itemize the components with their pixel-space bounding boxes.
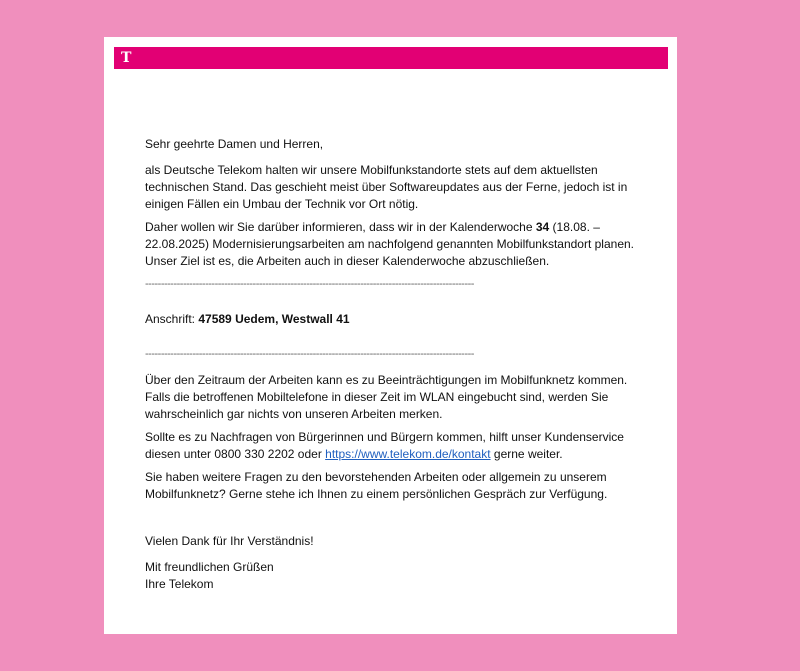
address-line bbox=[145, 311, 650, 328]
contact-text-after: gerne weiter. bbox=[490, 447, 563, 461]
letter-page bbox=[104, 37, 677, 634]
paragraph-schedule bbox=[145, 219, 650, 270]
letter-body bbox=[145, 136, 650, 593]
address-label: Anschrift: bbox=[145, 312, 199, 326]
paragraph-contact bbox=[145, 429, 650, 463]
schedule-text-after: (18.08. – 22.08.2025) Modernisierungsarbeiten am nachfolgend genannten Mobilfunkstandort planen. Unser Ziel ist es, die Arbeiten auch in dieser Kalenderwoche abzuschließen. bbox=[145, 220, 635, 268]
salutation: Sehr geehrte Damen und Herren, bbox=[145, 137, 324, 151]
signature-line: Ihre Telekom bbox=[145, 577, 214, 591]
calendar-week: 34 bbox=[535, 220, 550, 234]
paragraph-intro: als Deutsche Telekom halten wir unsere Mobilfunkstandorte stets auf dem aktuellsten technischen Stand. Das geschieht meist über Softwareupdates aus der Ferne, jedoch ist in einigen Fällen ein Umbau der Technik vor Ort nötig. bbox=[145, 163, 628, 211]
separator-bottom: -------------------------------------------------------------------------------------------------------- bbox=[145, 348, 474, 360]
telekom-logo-icon: T bbox=[121, 50, 132, 66]
paragraph-questions: Sie haben weitere Fragen zu den bevorstehenden Arbeiten oder allgemein zu unserem Mobilfunknetz? Gerne stehe ich Ihnen zu einem persönlichen Gespräch zur Verfügung. bbox=[145, 470, 608, 501]
thanks-line: Vielen Dank für Ihr Verständnis! bbox=[145, 534, 314, 548]
address-value: 47589 Uedem, Westwall 41 bbox=[198, 312, 350, 326]
closing-line: Mit freundlichen Grüßen bbox=[145, 560, 274, 574]
header-bar bbox=[114, 47, 668, 69]
contact-text-before: Sollte es zu Nachfragen von Bürgerinnen und Bürgern kommen, hilft unser Kundenservice diesen unter 0800 330 2202 oder bbox=[145, 430, 624, 461]
separator-top: -------------------------------------------------------------------------------------------------------- bbox=[145, 278, 474, 290]
paragraph-impact: Über den Zeitraum der Arbeiten kann es zu Beeinträchtigungen im Mobilfunknetz kommen. Falls die betroffenen Mobiltelefone in dieser Zeit im WLAN eingebucht sind, werden Sie wahrscheinlich gar nichts von unseren Arbeiten merken. bbox=[145, 373, 628, 421]
schedule-text-before: Daher wollen wir Sie darüber informieren, dass wir in der Kalenderwoche bbox=[145, 220, 536, 234]
contact-link[interactable]: https://www.telekom.de/kontakt bbox=[325, 447, 491, 461]
